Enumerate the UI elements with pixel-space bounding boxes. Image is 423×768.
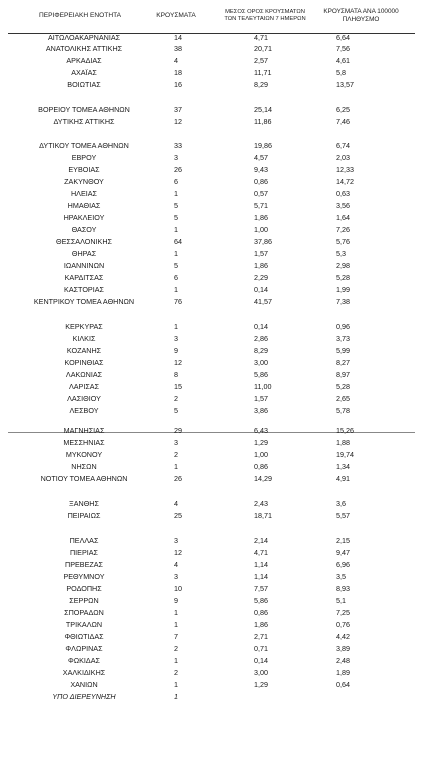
table-row — [0, 449, 423, 461]
per100k-cell: 5,99 — [336, 346, 350, 355]
table-row — [0, 643, 423, 655]
avg-cell: 1,57 — [254, 249, 268, 258]
region-cell: ΚΑΡΔΙΤΣΑΣ — [64, 273, 104, 282]
region-cell: ΠΡΕΒΕΖΑΣ — [65, 560, 103, 569]
avg-cell: 3,86 — [254, 406, 268, 415]
table-row — [0, 667, 423, 679]
cases-cell: 1 — [174, 680, 178, 689]
table-row — [0, 333, 423, 345]
avg-cell: 0,71 — [254, 644, 268, 653]
cases-cell: 29 — [174, 426, 182, 435]
region-cell: ΑΝΑΤΟΛΙΚΗΣ ΑΤΤΙΚΗΣ — [45, 44, 123, 53]
avg-cell: 2,43 — [254, 499, 268, 508]
cases-cell: 1 — [174, 189, 178, 198]
avg-cell: 0,14 — [254, 656, 268, 665]
table-row — [0, 345, 423, 357]
region-cell: ΚΕΡΚΥΡΑΣ — [65, 322, 103, 331]
table-row — [0, 224, 423, 236]
table-row — [0, 655, 423, 667]
avg-cell: 4,71 — [254, 33, 268, 42]
table-row — [0, 55, 423, 67]
region-cell: ΚΕΝΤΡΙΚΟΥ ΤΟΜΕΑ ΑΘΗΝΩΝ — [33, 297, 135, 306]
table-row — [0, 260, 423, 272]
region-cell: ΡΕΘΥΜΝΟΥ — [63, 572, 105, 581]
per100k-cell: 6,25 — [336, 105, 350, 114]
per100k-cell: 5,8 — [336, 68, 346, 77]
region-cell: ΑΧΑΪΑΣ — [71, 68, 97, 77]
cases-cell: 16 — [174, 80, 182, 89]
table-row — [0, 369, 423, 381]
region-cell: ΙΩΑΝΝΙΝΩΝ — [63, 261, 105, 270]
per100k-cell: 4,61 — [336, 56, 350, 65]
avg-cell: 11,86 — [254, 117, 272, 126]
region-cell: ΜΥΚΟΝΟΥ — [65, 450, 103, 459]
region-cell: ΦΩΚΙΔΑΣ — [68, 656, 100, 665]
region-cell: ΔΥΤΙΚΟΥ ΤΟΜΕΑ ΑΘΗΝΩΝ — [39, 141, 129, 150]
cases-cell: 1 — [174, 608, 178, 617]
table-row — [0, 619, 423, 631]
region-cell: ΕΒΡΟΥ — [71, 153, 97, 162]
cases-cell: 33 — [174, 141, 182, 150]
header-cases-label: ΚΡΟΥΣΜΑΤΑ — [156, 12, 196, 19]
per100k-cell: 7,56 — [336, 44, 350, 53]
region-cell: ΗΛΕΙΑΣ — [70, 189, 98, 198]
table-row — [0, 631, 423, 643]
region-cell: ΡΟΔΟΠΗΣ — [66, 584, 102, 593]
region-cell: ΧΑΛΚΙΔΙΚΗΣ — [62, 668, 106, 677]
avg-cell: 1,86 — [254, 213, 268, 222]
table-row — [0, 595, 423, 607]
region-cell: ΘΑΣΟΥ — [71, 225, 97, 234]
per100k-cell: 2,98 — [336, 261, 350, 270]
per100k-cell: 0,64 — [336, 680, 350, 689]
avg-cell: 25,14 — [254, 105, 272, 114]
table-row — [0, 437, 423, 449]
avg-cell: 0,14 — [254, 285, 268, 294]
cases-cell: 5 — [174, 201, 178, 210]
per100k-cell: 7,25 — [336, 608, 350, 617]
table-row — [0, 236, 423, 248]
cases-cell: 3 — [174, 536, 178, 545]
avg-cell: 1,14 — [254, 560, 268, 569]
cases-cell: 64 — [174, 237, 182, 246]
avg-cell: 19,86 — [254, 141, 272, 150]
avg-cell: 11,00 — [254, 382, 272, 391]
cases-cell: 5 — [174, 261, 178, 270]
per100k-cell: 2,15 — [336, 536, 350, 545]
table-row — [0, 393, 423, 405]
cases-cell: 25 — [174, 511, 182, 520]
cases-cell: 26 — [174, 474, 182, 483]
cases-cell: 1 — [174, 656, 178, 665]
table-row — [0, 140, 423, 152]
table-row — [0, 67, 423, 79]
cases-cell: 5 — [174, 406, 178, 415]
header-per-line1: ΚΡΟΥΣΜΑΤΑ ΑΝΑ 100000 — [323, 8, 399, 15]
per100k-cell: 0,63 — [336, 189, 350, 198]
cases-cell: 12 — [174, 358, 182, 367]
region-cell: ΣΕΡΡΩΝ — [69, 596, 99, 605]
cases-cell: 76 — [174, 297, 182, 306]
cases-cell: 10 — [174, 584, 182, 593]
table-row — [0, 116, 423, 128]
header-avg-line2: ΤΩΝ ΤΕΛΕΥΤΑΙΩΝ 7 ΗΜΕΡΩΝ — [224, 16, 306, 22]
table-row — [0, 357, 423, 369]
per100k-cell: 13,57 — [336, 80, 354, 89]
per100k-cell: 1,64 — [336, 213, 350, 222]
table-row — [0, 212, 423, 224]
per100k-cell: 8,27 — [336, 358, 350, 367]
cases-cell: 3 — [174, 572, 178, 581]
table-row — [0, 547, 423, 559]
region-cell: ΛΕΣΒΟΥ — [69, 406, 99, 415]
region-cell: ΞΑΝΘΗΣ — [69, 499, 99, 508]
cases-cell: 14 — [174, 33, 182, 42]
per100k-cell: 3,73 — [336, 334, 350, 343]
table-row — [0, 200, 423, 212]
per100k-cell: 5,28 — [336, 273, 350, 282]
region-cell: ΒΟΙΩΤΙΑΣ — [67, 80, 101, 89]
cases-cell: 7 — [174, 632, 178, 641]
table-row — [0, 176, 423, 188]
per100k-cell: 5,1 — [336, 596, 346, 605]
table-row — [0, 79, 423, 91]
avg-cell: 2,14 — [254, 536, 268, 545]
per100k-cell: 1,99 — [336, 285, 350, 294]
per100k-cell: 5,76 — [336, 237, 350, 246]
region-cell: ΘΗΡΑΣ — [71, 249, 97, 258]
header-avg-line1: ΜΕΣΟΣ ΟΡΟΣ ΚΡΟΥΣΜΑΤΩΝ — [225, 9, 305, 15]
cases-cell: 5 — [174, 213, 178, 222]
cases-cell: 4 — [174, 560, 178, 569]
cases-cell: 2 — [174, 668, 178, 677]
cases-cell: 1 — [174, 462, 178, 471]
cases-cell: 37 — [174, 105, 182, 114]
region-cell: ΜΕΣΣΗΝΙΑΣ — [63, 438, 105, 447]
per100k-cell: 7,26 — [336, 225, 350, 234]
region-cell: ΗΜΑΘΙΑΣ — [67, 201, 101, 210]
region-cell: ΚΙΛΚΙΣ — [72, 334, 96, 343]
per100k-cell: 2,48 — [336, 656, 350, 665]
table-row — [0, 559, 423, 571]
cases-cell: 2 — [174, 644, 178, 653]
avg-cell: 0,86 — [254, 608, 268, 617]
table-row — [0, 248, 423, 260]
avg-cell: 2,86 — [254, 334, 268, 343]
per100k-cell: 19,74 — [336, 450, 354, 459]
avg-cell: 8,29 — [254, 80, 268, 89]
avg-cell: 41,57 — [254, 297, 272, 306]
per100k-cell: 4,91 — [336, 474, 350, 483]
table-row — [0, 405, 423, 417]
avg-cell: 1,86 — [254, 620, 268, 629]
per100k-cell: 4,42 — [336, 632, 350, 641]
region-cell: ΚΟΡΙΝΘΙΑΣ — [64, 358, 104, 367]
cases-cell: 38 — [174, 44, 182, 53]
cases-cell: 1 — [174, 322, 178, 331]
avg-cell: 5,86 — [254, 596, 268, 605]
region-cell: ΕΥΒΟΙΑΣ — [68, 165, 100, 174]
table-row — [0, 152, 423, 164]
per100k-cell: 6,74 — [336, 141, 350, 150]
region-cell: ΒΟΡΕΙΟΥ ΤΟΜΕΑ ΑΘΗΝΩΝ — [38, 105, 130, 114]
region-cell: ΜΑΓΝΗΣΙΑΣ — [63, 426, 105, 435]
per100k-cell: 5,28 — [336, 382, 350, 391]
cases-cell: 12 — [174, 548, 182, 557]
cases-cell: 4 — [174, 499, 178, 508]
avg-cell: 0,86 — [254, 462, 268, 471]
cases-cell: 6 — [174, 273, 178, 282]
table-row — [0, 425, 423, 437]
region-cell: ΠΕΙΡΑΙΩΣ — [67, 511, 101, 520]
avg-cell: 1,00 — [254, 450, 268, 459]
per100k-cell: 3,56 — [336, 201, 350, 210]
cases-cell: 15 — [174, 382, 182, 391]
region-cell: ΤΡΙΚΑΛΩΝ — [65, 620, 103, 629]
cases-cell: 26 — [174, 165, 182, 174]
per100k-cell: 5,3 — [336, 249, 346, 258]
region-cell: ΑΙΤΩΛΟΑΚΑΡΝΑΝΙΑΣ — [47, 33, 121, 42]
avg-cell: 20,71 — [254, 44, 272, 53]
avg-cell: 37,86 — [254, 237, 272, 246]
per100k-cell: 12,33 — [336, 165, 354, 174]
avg-cell: 1,00 — [254, 225, 268, 234]
region-cell: ΔΥΤΙΚΗΣ ΑΤΤΙΚΗΣ — [53, 117, 115, 126]
cases-cell: 1 — [174, 620, 178, 629]
region-cell: ΘΕΣΣΑΛΟΝΙΚΗΣ — [56, 237, 112, 246]
per100k-cell: 1,34 — [336, 462, 350, 471]
avg-cell: 1,29 — [254, 438, 268, 447]
cases-cell: 4 — [174, 56, 178, 65]
avg-cell: 18,71 — [254, 511, 272, 520]
cases-cell: 2 — [174, 394, 178, 403]
cases-cell: 1 — [174, 249, 178, 258]
table-row — [0, 473, 423, 485]
table-row — [0, 43, 423, 55]
region-cell: ΣΠΟΡΑΔΩΝ — [64, 608, 104, 617]
avg-cell: 14,29 — [254, 474, 272, 483]
avg-cell: 0,86 — [254, 177, 268, 186]
region-cell: ΝΗΣΩΝ — [71, 462, 97, 471]
avg-cell: 1,57 — [254, 394, 268, 403]
table-row — [0, 164, 423, 176]
table-row — [0, 321, 423, 333]
region-cell: ΠΙΕΡΙΑΣ — [69, 548, 98, 557]
table-row — [0, 583, 423, 595]
table-row — [0, 498, 423, 510]
region-cell: ΥΠΟ ΔΙΕΡΕΥΝΗΣΗ — [52, 692, 116, 701]
table-row — [0, 535, 423, 547]
cases-cell: 18 — [174, 68, 182, 77]
region-cell: ΦΘΙΩΤΙΔΑΣ — [64, 632, 104, 641]
region-cell: ΛΑΚΩΝΙΑΣ — [65, 370, 103, 379]
avg-cell: 3,00 — [254, 668, 268, 677]
per100k-cell: 5,78 — [336, 406, 350, 415]
per100k-cell: 9,47 — [336, 548, 350, 557]
table-row — [0, 571, 423, 583]
per100k-cell: 15,26 — [336, 426, 354, 435]
table-row — [0, 284, 423, 296]
cases-cell: 3 — [174, 334, 178, 343]
avg-cell: 2,29 — [254, 273, 268, 282]
per100k-cell: 6,64 — [336, 33, 350, 42]
region-cell: ΠΕΛΛΑΣ — [69, 536, 99, 545]
avg-cell: 9,43 — [254, 165, 268, 174]
header-region-label: ΠΕΡΙΦΕΡΕΙΑΚΗ ΕΝΟΤΗΤΑ — [38, 12, 122, 19]
avg-cell: 8,29 — [254, 346, 268, 355]
region-cell: ΖΑΚΥΝΘΟΥ — [64, 177, 104, 186]
table-row — [0, 679, 423, 691]
region-cell: ΦΛΩΡΙΝΑΣ — [65, 644, 103, 653]
avg-cell: 2,57 — [254, 56, 268, 65]
per100k-cell: 6,96 — [336, 560, 350, 569]
header-per-line2: ΠΛΗΘΥΣΜΟ — [342, 16, 380, 23]
cases-cell: 8 — [174, 370, 178, 379]
avg-cell: 6,43 — [254, 426, 268, 435]
region-cell: ΧΑΝΙΩΝ — [70, 680, 98, 689]
region-cell: ΗΡΑΚΛΕΙΟΥ — [63, 213, 105, 222]
per100k-cell: 3,89 — [336, 644, 350, 653]
cases-cell: 3 — [174, 438, 178, 447]
cases-cell: 1 — [174, 225, 178, 234]
region-cell: ΑΡΚΑΔΙΑΣ — [66, 56, 102, 65]
cases-cell: 9 — [174, 346, 178, 355]
per100k-cell: 0,96 — [336, 322, 350, 331]
table-row — [0, 104, 423, 116]
avg-cell: 3,00 — [254, 358, 268, 367]
per100k-cell: 0,76 — [336, 620, 350, 629]
per100k-cell: 7,46 — [336, 117, 350, 126]
table-row — [0, 296, 423, 308]
table-row — [0, 381, 423, 393]
per100k-cell: 14,72 — [336, 177, 354, 186]
table-row — [0, 188, 423, 200]
per100k-cell: 7,38 — [336, 297, 350, 306]
cases-cell: 9 — [174, 596, 178, 605]
avg-cell: 4,71 — [254, 548, 268, 557]
avg-cell: 0,57 — [254, 189, 268, 198]
table-row — [0, 272, 423, 284]
per100k-cell: 2,65 — [336, 394, 350, 403]
per100k-cell: 3,6 — [336, 499, 346, 508]
table-row — [0, 691, 423, 703]
cases-cell: 1 — [174, 285, 178, 294]
cases-cell: 3 — [174, 153, 178, 162]
avg-cell: 5,86 — [254, 370, 268, 379]
region-cell: ΛΑΡΙΣΑΣ — [68, 382, 100, 391]
table-row — [0, 607, 423, 619]
table-row — [0, 510, 423, 522]
region-cell: ΚΟΖΑΝΗΣ — [66, 346, 102, 355]
per100k-cell: 1,88 — [336, 438, 350, 447]
per100k-cell: 8,97 — [336, 370, 350, 379]
avg-cell: 0,14 — [254, 322, 268, 331]
per100k-cell: 2,03 — [336, 153, 350, 162]
cases-cell: 12 — [174, 117, 182, 126]
per100k-cell: 8,93 — [336, 584, 350, 593]
avg-cell: 11,71 — [254, 68, 272, 77]
region-cell: ΝΟΤΙΟΥ ΤΟΜΕΑ ΑΘΗΝΩΝ — [40, 474, 128, 483]
avg-cell: 1,29 — [254, 680, 268, 689]
cases-cell: 2 — [174, 450, 178, 459]
avg-cell: 7,57 — [254, 584, 268, 593]
per100k-cell: 5,57 — [336, 511, 350, 520]
per100k-cell: 3,5 — [336, 572, 346, 581]
avg-cell: 1,86 — [254, 261, 268, 270]
cases-cell: 6 — [174, 177, 178, 186]
table-row — [0, 461, 423, 473]
cases-cell: 1 — [174, 692, 178, 701]
avg-cell: 5,71 — [254, 201, 268, 210]
avg-cell: 4,57 — [254, 153, 268, 162]
avg-cell: 2,71 — [254, 632, 268, 641]
region-cell: ΛΑΣΙΘΙΟΥ — [67, 394, 101, 403]
avg-cell: 1,14 — [254, 572, 268, 581]
per100k-cell: 1,89 — [336, 668, 350, 677]
region-cell: ΚΑΣΤΟΡΙΑΣ — [64, 285, 104, 294]
